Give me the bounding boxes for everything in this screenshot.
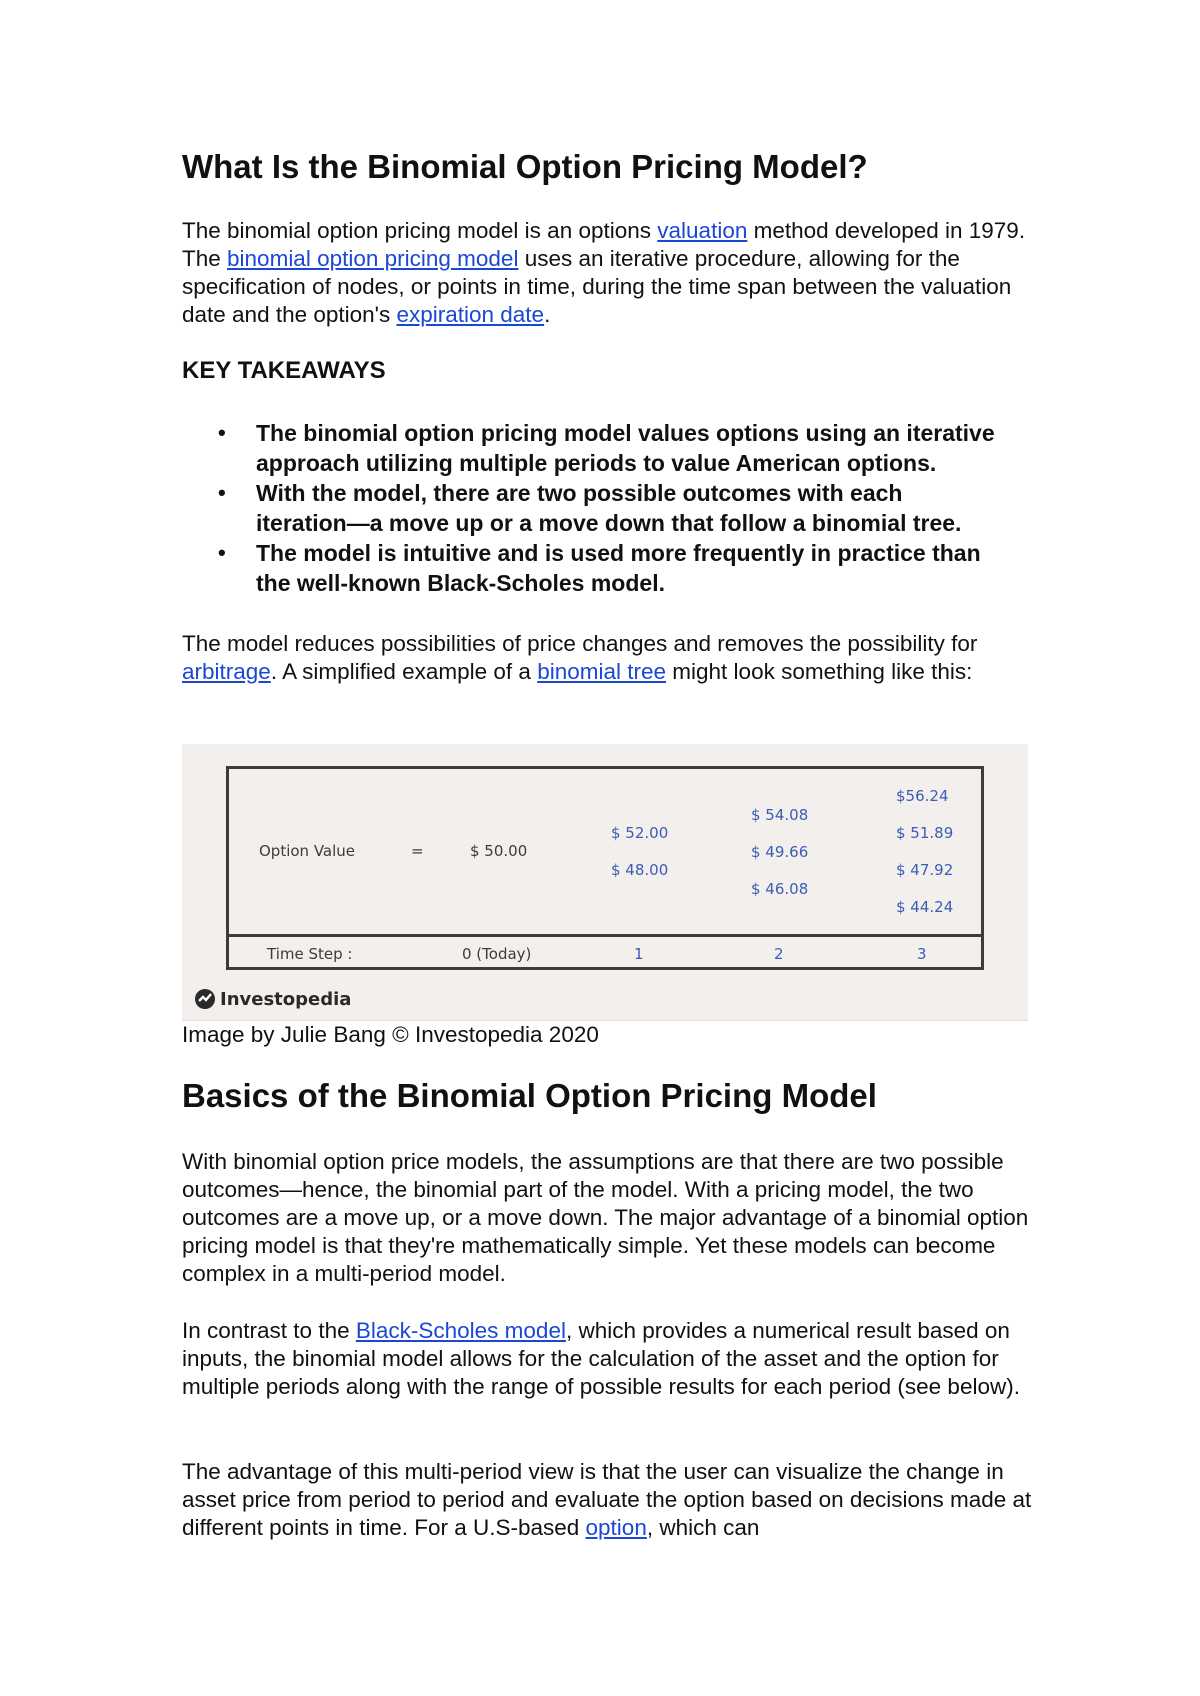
intro-text-3: uses an iterative procedure, allowing for the specification of nodes, or points in time, during the time span between the valuation date and the option's bbox=[182, 246, 1012, 327]
expiration-date-link[interactable]: expiration date bbox=[396, 302, 545, 327]
intro-text-1: The binomial option pricing model is an options bbox=[182, 218, 658, 243]
option-value-label: Option Value bbox=[259, 842, 356, 860]
image-caption: Image by Julie Bang © Investopedia 2020 bbox=[182, 1022, 599, 1047]
takeaway-text: With the model, there are two possible outcomes with each iteration—a move up or a move down that follow a binomial tree. bbox=[256, 480, 962, 536]
step3-value-uud: $ 51.89 bbox=[896, 824, 954, 842]
binomial-tree-link[interactable]: binomial tree bbox=[537, 659, 667, 684]
binomial-model-link[interactable]: binomial option pricing model bbox=[227, 246, 519, 271]
intro-text-2: method developed in 1979. The bbox=[182, 218, 1026, 271]
basics3-text-1: The advantage of this multi-period view is that the user can visualize the change in asset price from period to period and evaluate the option based on decisions made at different points in time. For a U.S-based bbox=[182, 1459, 1032, 1540]
basics-paragraph-3 bbox=[182, 1458, 1032, 1542]
time-step-2: 2 bbox=[774, 945, 784, 963]
black-scholes-link[interactable]: Black-Scholes model bbox=[355, 1318, 566, 1343]
bullet-icon: • bbox=[218, 540, 226, 565]
time-step-label: Time Step : bbox=[267, 945, 353, 963]
binomial-tree-table bbox=[226, 766, 984, 970]
bullet-icon: • bbox=[218, 480, 226, 505]
basics3-text-2: , which can bbox=[646, 1515, 760, 1540]
takeaway-text: The binomial option pricing model values options using an iterative approach utilizing multiple periods to value American options. bbox=[256, 420, 995, 476]
intro-text-4: . bbox=[544, 302, 551, 327]
reduce-paragraph bbox=[182, 630, 1032, 686]
bullet-icon: • bbox=[218, 420, 226, 445]
takeaway-item bbox=[182, 478, 996, 538]
table-divider bbox=[229, 934, 981, 937]
step1-value-up: $ 52.00 bbox=[611, 824, 669, 842]
step2-value-ud: $ 49.66 bbox=[751, 843, 809, 861]
step3-value-udd: $ 47.92 bbox=[896, 861, 954, 879]
time-step-1: 1 bbox=[634, 945, 644, 963]
time-step-3: 3 bbox=[917, 945, 927, 963]
takeaway-item bbox=[182, 538, 996, 598]
reduce-text-1: The model reduces possibilities of price changes and removes the possibility for bbox=[182, 631, 978, 656]
valuation-link[interactable]: valuation bbox=[657, 218, 748, 243]
step2-value-uu: $ 54.08 bbox=[751, 806, 809, 824]
page-title: What Is the Binomial Option Pricing Model? bbox=[182, 148, 868, 185]
key-takeaways-heading: KEY TAKEAWAYS bbox=[182, 357, 386, 384]
takeaway-item bbox=[182, 418, 996, 478]
takeaway-text: The model is intuitive and is used more frequently in practice than the well-known Black-Scholes model. bbox=[256, 540, 981, 596]
step2-value-dd: $ 46.08 bbox=[751, 880, 809, 898]
equals-sign: = bbox=[411, 842, 424, 860]
time-step-0: 0 (Today) bbox=[462, 945, 532, 963]
step1-value-down: $ 48.00 bbox=[611, 861, 669, 879]
arbitrage-link[interactable]: arbitrage bbox=[182, 659, 271, 684]
key-takeaways-list bbox=[182, 418, 1032, 598]
basics2-text-2: , which provides a numerical result based on inputs, the binomial model allows for the calculation of the asset and the option for multiple periods along with the range of possible results for each period (see below). bbox=[182, 1318, 1020, 1399]
reduce-text-2: . A simplified example of a bbox=[270, 659, 538, 684]
basics2-text-1: In contrast to the bbox=[182, 1318, 356, 1343]
option-link[interactable]: option bbox=[585, 1515, 647, 1540]
step0-value: $ 50.00 bbox=[470, 842, 528, 860]
investopedia-logo-icon bbox=[194, 988, 216, 1010]
reduce-text-3: might look something like this: bbox=[666, 659, 973, 684]
basics-paragraph-2 bbox=[182, 1317, 1032, 1401]
step3-value-uuu: $56.24 bbox=[896, 787, 949, 805]
intro-paragraph bbox=[182, 217, 1032, 329]
step3-value-ddd: $ 44.24 bbox=[896, 898, 954, 916]
basics-paragraph-1: With binomial option price models, the assumptions are that there are two possible outcomes—hence, the binomial part of the model. With a pricing model, the two outcomes are a move up, or a move down. The major advantage of a binomial option pricing model is that they're mathematically simple. Yet these models can become complex in a multi-period model. bbox=[182, 1149, 1029, 1286]
binomial-tree-figure bbox=[182, 744, 1028, 1021]
section-heading: Basics of the Binomial Option Pricing Model bbox=[182, 1077, 877, 1114]
brand-name: Investopedia bbox=[220, 988, 352, 1010]
investopedia-brand bbox=[194, 988, 351, 1010]
